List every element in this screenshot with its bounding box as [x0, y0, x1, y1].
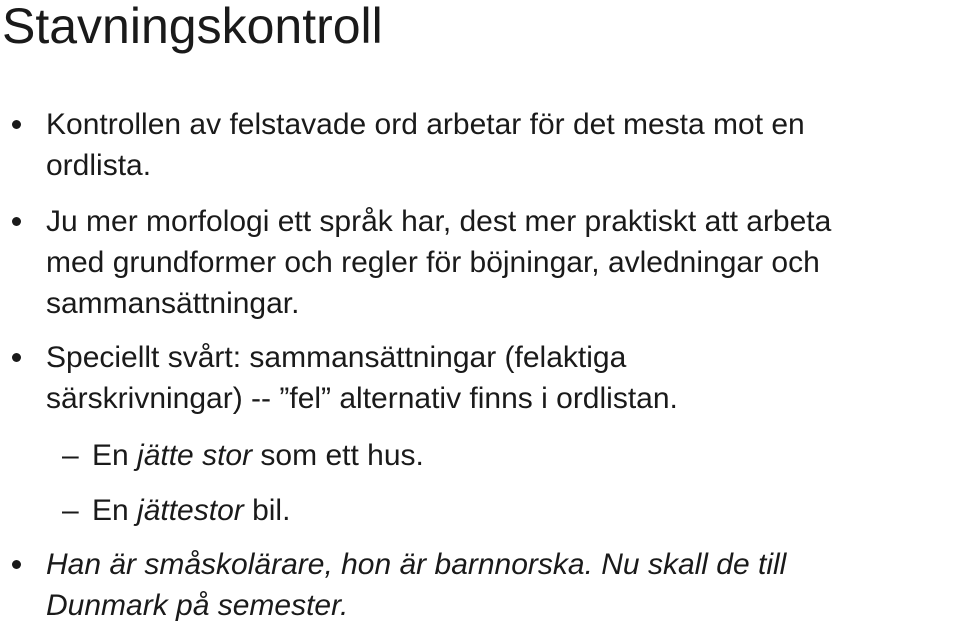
bullet-item: [46, 544, 946, 626]
bullet-dot: [12, 217, 21, 226]
bullet-line: Kontrollen av felstavade ord arbetar för det mesta mot en: [46, 108, 805, 141]
bullet-line: särskrivningar) -- ”fel” alternativ finns i ordlistan.: [46, 382, 678, 415]
bullet-line: Speciellt svårt: sammansättningar (felaktiga: [46, 341, 627, 374]
sub-bullet-item: [62, 435, 424, 476]
bullet-line: ordlista.: [46, 149, 152, 182]
sub-bullet-dash: –: [62, 439, 79, 472]
sub-bullet-text: En: [92, 439, 138, 472]
sub-bullet-dash: –: [62, 494, 79, 527]
sub-bullet-text: bil.: [243, 494, 291, 527]
bullet-line: Han är småskolärare, hon är barnnorska. Nu skall de till: [46, 548, 787, 581]
bullet-item: [46, 104, 946, 186]
sub-bullet-item: [62, 490, 291, 531]
bullet-item: [46, 337, 946, 419]
sub-bullet-emphasis: jättestor: [137, 494, 244, 527]
sub-bullet-text: som ett hus.: [252, 439, 424, 472]
bullet-line: Ju mer morfologi ett språk har, dest mer praktiskt att arbeta: [46, 205, 832, 238]
bullet-line: sammansättningar.: [46, 287, 300, 320]
bullet-dot: [12, 353, 21, 362]
sub-bullet-text: En: [92, 494, 138, 527]
slide-title: Stavningskontroll: [2, 0, 383, 54]
bullet-line: med grundformer och regler för böjningar, avledningar och: [46, 246, 820, 279]
bullet-dot: [12, 560, 21, 569]
bullet-line: Dunmark på semester.: [46, 589, 349, 622]
bullet-dot: [12, 120, 21, 129]
bullet-item: [46, 201, 946, 324]
sub-bullet-emphasis: jätte stor: [137, 439, 253, 472]
